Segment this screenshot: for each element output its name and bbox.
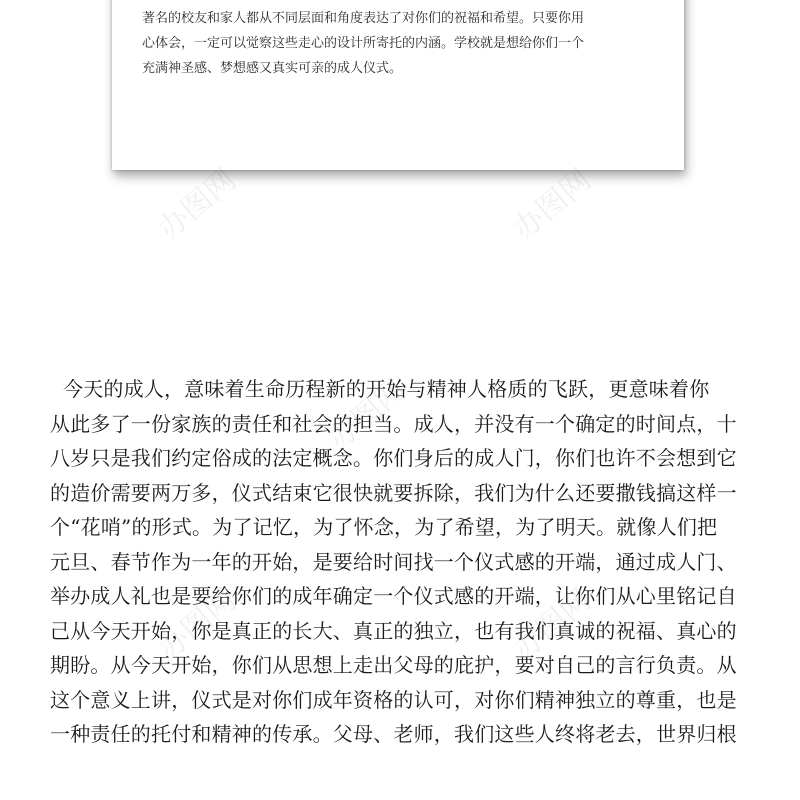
- paragraph-line: 的造价需要两万多，仪式结束它很快就要拆除，我们为什么还要撒钱搞这样一: [50, 480, 737, 505]
- paragraph-line: 期盼。从今天开始，你们从思想上走出父母的庇护，要对自己的言行负责。从: [50, 653, 737, 677]
- card-line: 充满神圣感、梦想感又真实可亲的成人仪式。: [142, 61, 403, 76]
- paragraph-line: 个“花哨”的形式。为了记忆，为了怀念，为了希望，为了明天。就像人们把: [50, 515, 718, 539]
- paragraph-line: 己从今天开始，你是真正的长大、真正的独立，也有我们真诚的祝福、真心的: [50, 618, 737, 643]
- watermark: 办图网: [151, 582, 243, 668]
- paragraph-line: 今天的成人，意味着生命历程新的开始与精神人格质的飞跃，更意味着你: [63, 377, 710, 401]
- card-line: 心体会，一定可以觉察这些走心的设计所寄托的内涵。学校就是想给你们一个: [142, 36, 585, 51]
- paragraph-line: 举办成人礼也是要给你们的成年确定一个仪式感的开端，让你们从心里铭记自: [50, 584, 737, 608]
- watermark: 办图网: [506, 582, 598, 668]
- paragraph-line: 从此多了一份家族的责任和社会的担当。成人，并没有一个确定的时间点，十: [50, 411, 737, 436]
- body-paragraph: [50, 372, 750, 752]
- paragraph-line: 八岁只是我们约定俗成的法定概念。你们身后的成人门，你们也许不会想到它: [50, 446, 737, 470]
- paragraph-line: 这个意义上讲，仪式是对你们成年资格的认可，对你们精神独立的尊重，也是: [50, 687, 737, 712]
- card-line: 著名的校友和家人都从不同层面和角度表达了对你们的祝福和希望。只要你用: [142, 11, 585, 26]
- quote-card: [112, 0, 684, 170]
- card-text: [142, 6, 657, 81]
- watermark: 办图网: [506, 162, 598, 248]
- paragraph-line: 一种责任的托付和精神的传承。父母、老师，我们这些人终将老去，世界归根: [50, 722, 737, 746]
- watermark: 办图网: [321, 372, 413, 458]
- paragraph-line: 元旦、春节作为一年的开始，是要给时间找一个仪式感的开端，通过成人门、: [50, 549, 737, 574]
- watermark: 办图网: [151, 162, 243, 248]
